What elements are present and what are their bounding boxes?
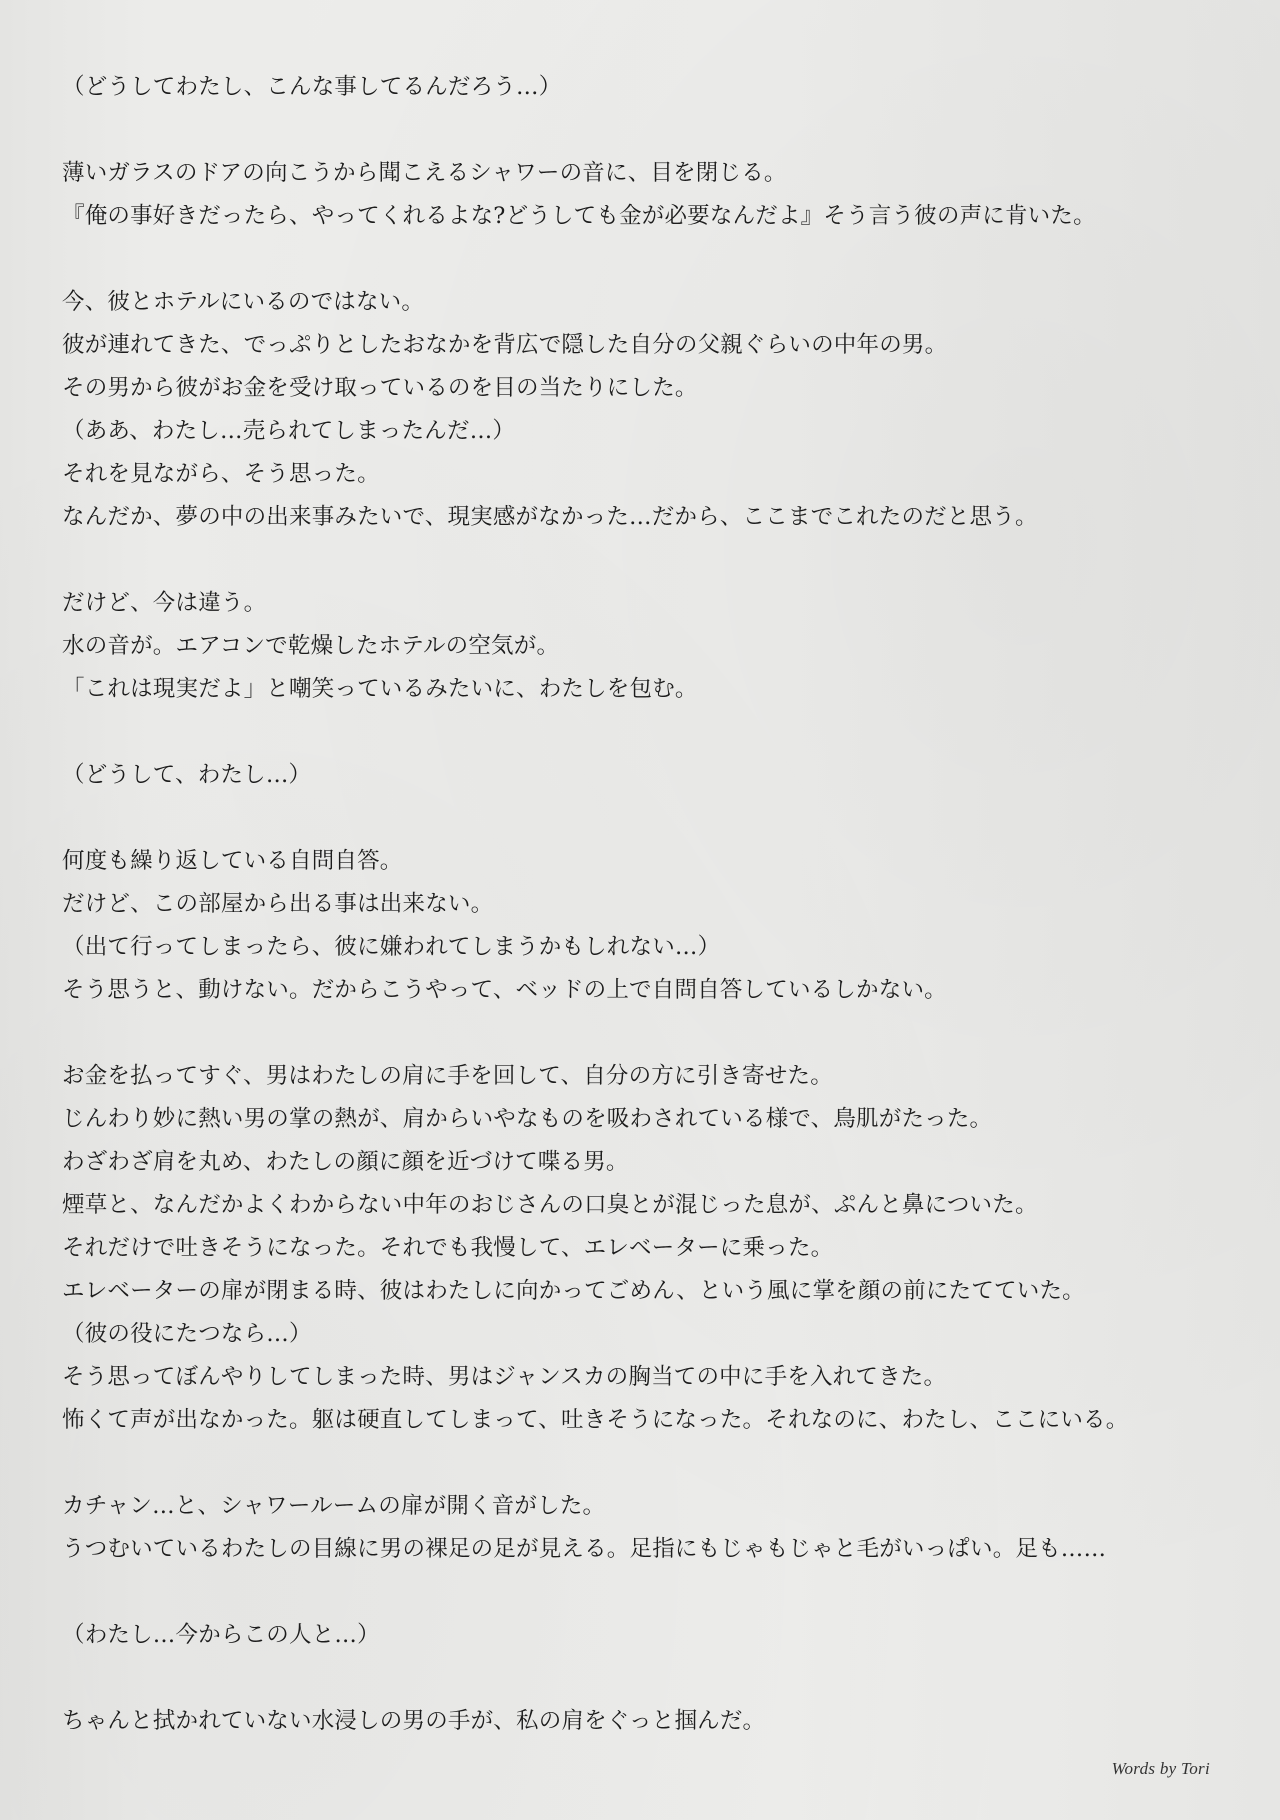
story-line: 「これは現実だよ」と嘲笑っているみたいに、わたしを包む。 [62, 676, 698, 702]
story-line: うつむいているわたしの目線に男の裸足の足が見える。足指にもじゃもじゃと毛がいっぱい。足も…… [62, 1536, 1107, 1562]
story-line: 水の音が。エアコンで乾燥したホテルの空気が。 [62, 633, 560, 659]
story-line: カチャン…と、シャワールームの扉が開く音がした。 [62, 1493, 606, 1519]
story-line: そう思うと、動けない。だからこうやって、ベッドの上で自問自答しているしかない。 [62, 977, 947, 1003]
paragraph-gap [62, 1657, 1242, 1700]
story-text [62, 66, 1242, 1743]
paragraph-gap [62, 1012, 1242, 1055]
paragraph-gap [62, 797, 1242, 840]
story-line: そう思ってぼんやりしてしまった時、男はジャンスカの胸当ての中に手を入れてきた。 [62, 1364, 947, 1390]
story-line: （彼の役にたつなら…） [62, 1321, 312, 1347]
story-line: （ああ、わたし…売られてしまったんだ…） [62, 418, 516, 444]
story-line: （わたし…今からこの人と…） [62, 1622, 380, 1648]
paragraph-gap [62, 711, 1242, 754]
story-line: それだけで吐きそうになった。それでも我慢して、エレベーターに乗った。 [62, 1235, 834, 1261]
paragraph-gap [62, 539, 1242, 582]
story-line: その男から彼がお金を受け取っているのを目の当たりにした。 [62, 375, 698, 401]
story-line: わざわざ肩を丸め、わたしの顔に顔を近づけて喋る男。 [62, 1149, 629, 1175]
story-line: 薄いガラスのドアの向こうから聞こえるシャワーの音に、目を閉じる。 [62, 160, 787, 186]
story-line: 煙草と、なんだかよくわからない中年のおじさんの口臭とが混じった息が、ぷんと鼻についた。 [62, 1192, 1038, 1218]
story-line: 今、彼とホテルにいるのではない。 [62, 289, 425, 315]
story-line: だけど、今は違う。 [62, 590, 267, 616]
story-line: エレベーターの扉が閉まる時、彼はわたしに向かってごめん、という風に掌を顔の前にたてていた。 [62, 1278, 1085, 1304]
story-line: だけど、この部屋から出る事は出来ない。 [62, 891, 494, 917]
paragraph-gap [62, 238, 1242, 281]
paragraph-gap [62, 1571, 1242, 1614]
story-line: （どうしてわたし、こんな事してるんだろう…） [62, 74, 562, 100]
story-line: 『俺の事好きだったら、やってくれるよな?どうしても金が必要なんだよ』そう言う彼の声に肯いた。 [62, 203, 1096, 229]
paragraph-gap [62, 1442, 1242, 1485]
story-line: それを見ながら、そう思った。 [62, 461, 380, 487]
story-line: （出て行ってしまったら、彼に嫌われてしまうかもしれない…） [62, 934, 721, 960]
story-line: じんわり妙に熱い男の掌の熱が、肩からいやなものを吸わされている様で、鳥肌がたった。 [62, 1106, 993, 1132]
story-line: 怖くて声が出なかった。躯は硬直してしまって、吐きそうになった。それなのに、わたし、ここにいる。 [62, 1407, 1129, 1433]
story-line: お金を払ってすぐ、男はわたしの肩に手を回して、自分の方に引き寄せた。 [62, 1063, 833, 1089]
story-line: ちゃんと拭かれていない水浸しの男の手が、私の肩をぐっと掴んだ。 [62, 1708, 766, 1734]
story-line: 何度も繰り返している自問自答。 [62, 848, 403, 874]
story-line: （どうして、わたし…） [62, 762, 312, 788]
author-credit: Words by Tori [1111, 1759, 1210, 1778]
story-line: なんだか、夢の中の出来事みたいで、現実感がなかった…だから、ここまでこれたのだと思う。 [62, 504, 1038, 530]
paragraph-gap [62, 109, 1242, 152]
story-line: 彼が連れてきた、でっぷりとしたおなかを背広で隠した自分の父親ぐらいの中年の男。 [62, 332, 948, 358]
